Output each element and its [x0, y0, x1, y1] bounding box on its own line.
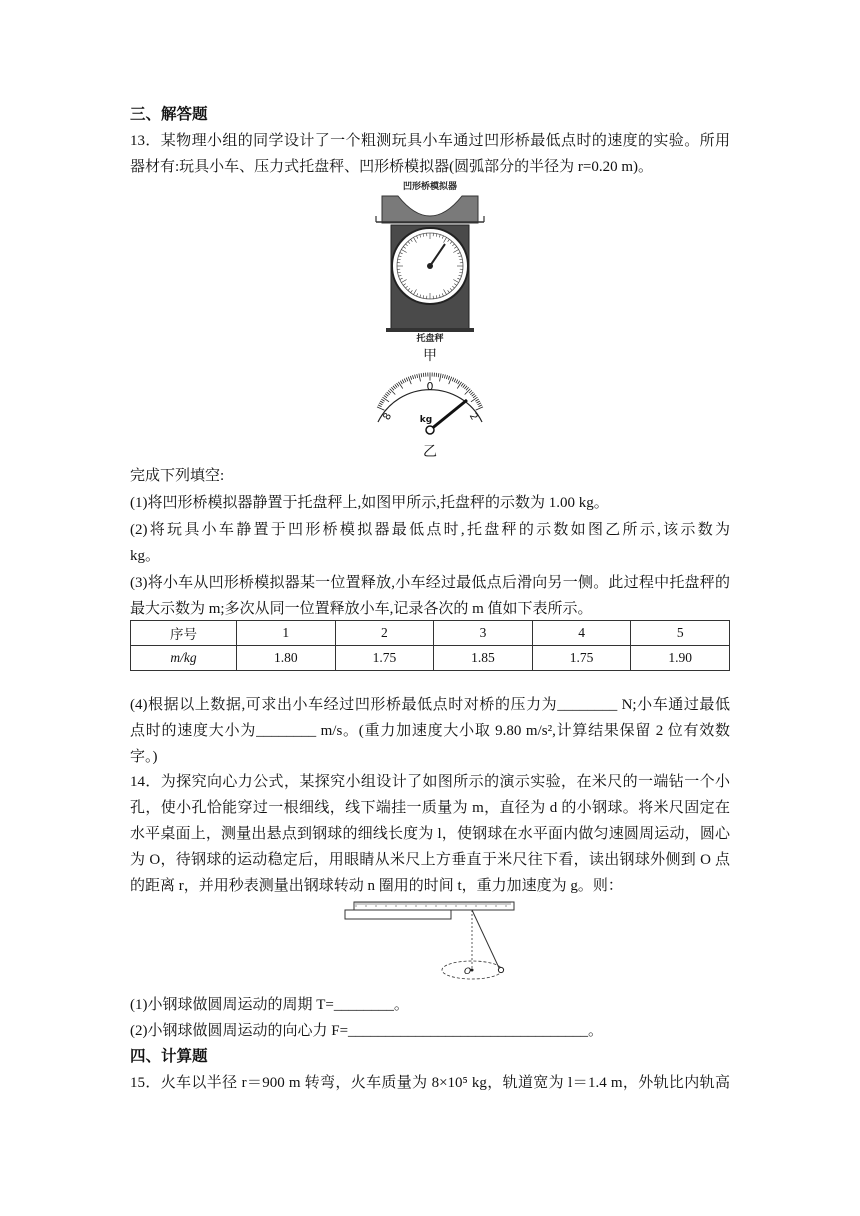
bridge-label: 凹形桥模拟器: [402, 182, 458, 192]
q14-part2: (2)小钢球做圆周运动的向心力 F=________________________________。: [130, 1023, 604, 1039]
scale-label: 托盘秤: [416, 334, 444, 343]
table-cell: 1.90: [631, 646, 730, 671]
table-row: [131, 646, 730, 671]
dial-right-label: 2: [466, 411, 480, 423]
q13-text-line1: 13．某物理小组的同学设计了一个粗测玩具小车通过凹形桥最低点时的速度的实验。所用: [130, 133, 730, 149]
figure-conical-pendulum: [340, 898, 520, 986]
table-cell: 序号: [131, 621, 237, 646]
section4-title: 四、计算题: [130, 1047, 208, 1065]
q14-text-line3: 水平桌面上，测量出悬点到钢球的细线长度为 l，使钢球在水平面内做匀速圆周运动，圆心: [130, 826, 730, 842]
figure-jia-caption: 甲: [423, 349, 437, 364]
q13-part4-line1: (4)根据以上数据,可求出小车经过凹形桥最低点时对桥的压力为________ N;小车通过最低: [130, 697, 730, 713]
q13-part4-line2: 点时的速度大小为________ m/s。(重力加速度大小取 9.80 m/s²,计算结果保留 2 位有效数: [130, 723, 730, 739]
table-cell: m/kg: [131, 646, 237, 671]
table-cell: 1.75: [335, 646, 434, 671]
q13-fill-intro: 完成下列填空:: [130, 468, 225, 484]
q15-text-line1: 15．火车以半径 r＝900 m 转弯，火车质量为 8×10⁵ kg，轨道宽为 l＝1.4 m，外轨比内轨高: [130, 1075, 730, 1091]
figure-yi-caption: 乙: [423, 445, 437, 460]
q14-text-line4: 为 O，待钢球的运动稳定后，用眼睛从米尺上方垂直于米尺往下看，读出钢球外侧到 O 点: [130, 852, 730, 868]
table-cell: 2: [335, 621, 434, 646]
figure-jia-bridge-scale: [370, 178, 490, 343]
q13-part4-line3: 字。): [130, 749, 158, 765]
table-cell: 5: [631, 621, 730, 646]
q14-part1: (1)小钢球做圆周运动的周期 T=________。: [130, 997, 409, 1013]
figure-yi-dial: [370, 366, 490, 438]
q13-data-table: [130, 620, 730, 671]
table-cell: 1.75: [532, 646, 631, 671]
q13-part3-line1: (3)将小车从凹形桥模拟器某一位置释放,小车经过最低点后滑向另一侧。此过程中托盘秤的: [130, 575, 730, 591]
dial-left-label: 8: [381, 411, 395, 423]
q14-text-line1: 14．为探究向心力公式，某探究小组设计了如图所示的演示实验，在米尺的一端钻一个小: [130, 774, 730, 790]
q14-text-line2: 孔，使小孔恰能穿过一根细线，线下端挂一质量为 m，直径为 d 的小钢球。将米尺固定在: [130, 800, 730, 816]
section3-title: 三、解答题: [130, 105, 208, 123]
table-cell: 1.80: [237, 646, 336, 671]
table-cell: 1.85: [434, 646, 533, 671]
q13-part2-line2: kg。: [130, 548, 161, 564]
q14-text-line5: 的距离 r，并用秒表测量出钢球转动 n 圈用的时间 t，重力加速度为 g。则：: [130, 878, 623, 894]
q13-text-line2: 器材有:玩具小车、压力式托盘秤、凹形桥模拟器(圆弧部分的半径为 r=0.20 m)。: [130, 159, 654, 175]
q13-part1: (1)将凹形桥模拟器静置于托盘秤上,如图甲所示,托盘秤的示数为 1.00 kg。: [130, 495, 609, 511]
q13-part2-line1: (2)将玩具小车静置于凹形桥模拟器最低点时,托盘秤的示数如图乙所示,该示数为: [130, 522, 730, 538]
table-cell: 1: [237, 621, 336, 646]
dial-unit-label: kg: [419, 415, 433, 425]
table-cell: 3: [434, 621, 533, 646]
table-cell: 4: [532, 621, 631, 646]
q13-part3-line2: 最大示数为 m;多次从同一位置释放小车,记录各次的 m 值如下表所示。: [130, 601, 593, 617]
point-o-label: O: [464, 967, 472, 977]
table-header-row: [131, 621, 730, 646]
dial-zero-label: 0: [426, 380, 434, 393]
